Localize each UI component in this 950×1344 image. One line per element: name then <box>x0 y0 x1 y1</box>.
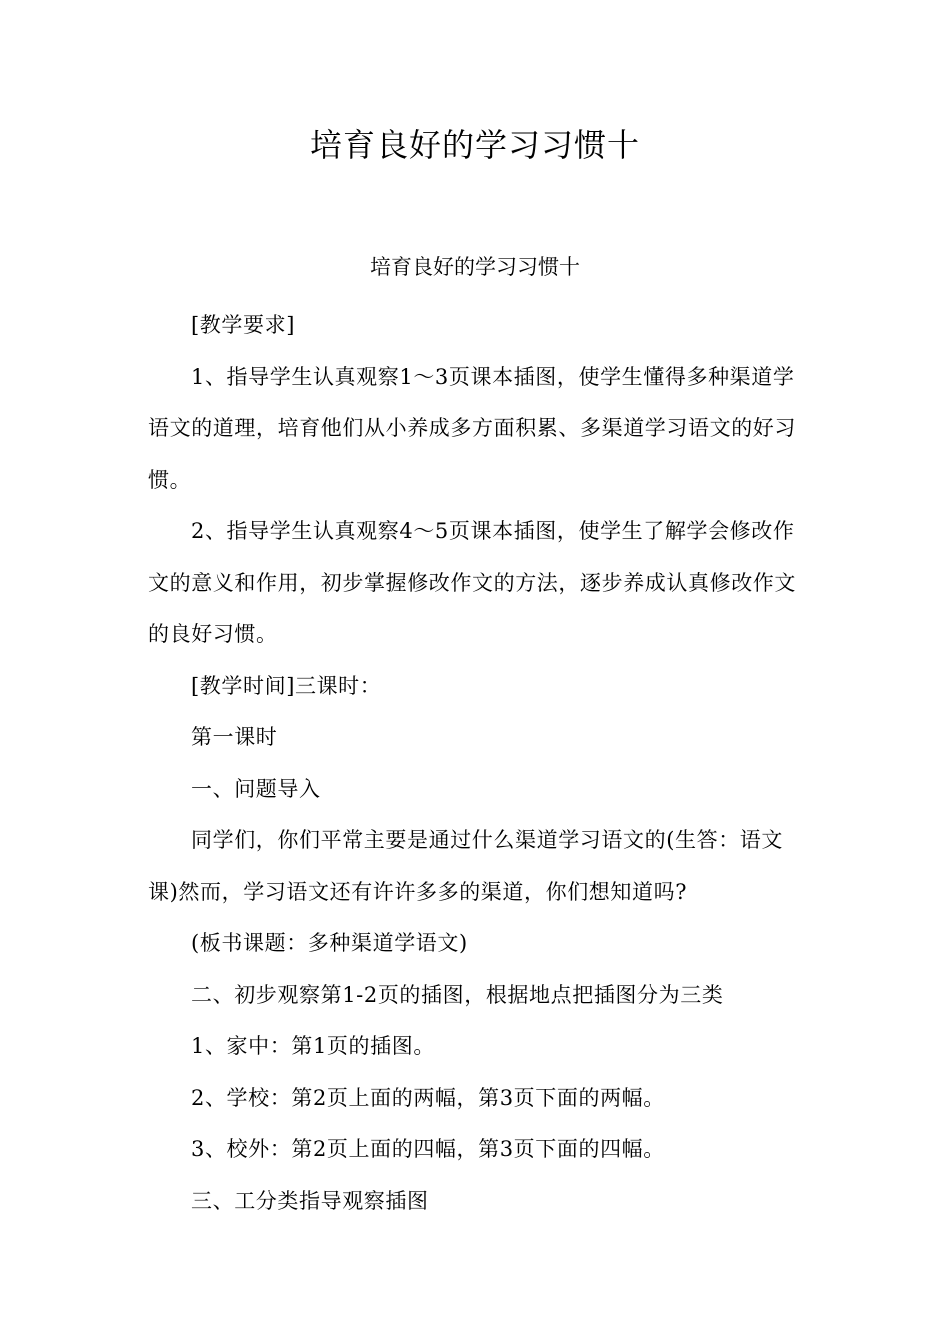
paragraph-board-title: (板书课题：多种渠道学语文) <box>191 931 468 955</box>
paragraph-item-outside: 3、校外：第2页上面的四幅，第3页下面的四幅。 <box>191 1137 665 1161</box>
paragraph-teaching-time: [教学时间]三课时： <box>191 673 382 698</box>
document-body <box>148 300 808 1227</box>
paragraph-section-1: 一、问题导入 <box>191 776 321 801</box>
document-title: 培育良好的学习习惯十 <box>309 126 640 164</box>
paragraph-section-3: 三、工分类指导观察插图 <box>191 1188 429 1213</box>
paragraph-intro-question: 同学们，你们平常主要是通过什么渠道学习语文的(生答：语文课)然而，学习语文还有许许多多的渠道，你们想知道吗? <box>148 828 783 904</box>
paragraph-section-2: 二、初步观察第1-2页的插图，根据地点把插图分为三类 <box>191 982 724 1007</box>
document-subtitle: 培育良好的学习习惯十 <box>370 255 580 279</box>
paragraph-item-home: 1、家中：第1页的插图。 <box>191 1034 435 1058</box>
paragraph-teaching-requirements: [教学要求] <box>191 313 295 337</box>
paragraph-requirement-2: 2、指导学生认真观察4～5页课本插图，使学生了解学会修改作文的意义和作用，初步掌握修改作文的方法，逐步养成认真修改作文的良好习惯。 <box>148 519 796 646</box>
paragraph-first-lesson: 第一课时 <box>191 725 278 749</box>
paragraph-item-school: 2、学校：第2页上面的两幅，第3页下面的两幅。 <box>191 1085 665 1110</box>
paragraph-requirement-1: 1、指导学生认真观察1～3页课本插图，使学生懂得多种渠道学语文的道理，培育他们从小养成多方面积累、多渠道学习语文的好习惯。 <box>148 364 796 492</box>
